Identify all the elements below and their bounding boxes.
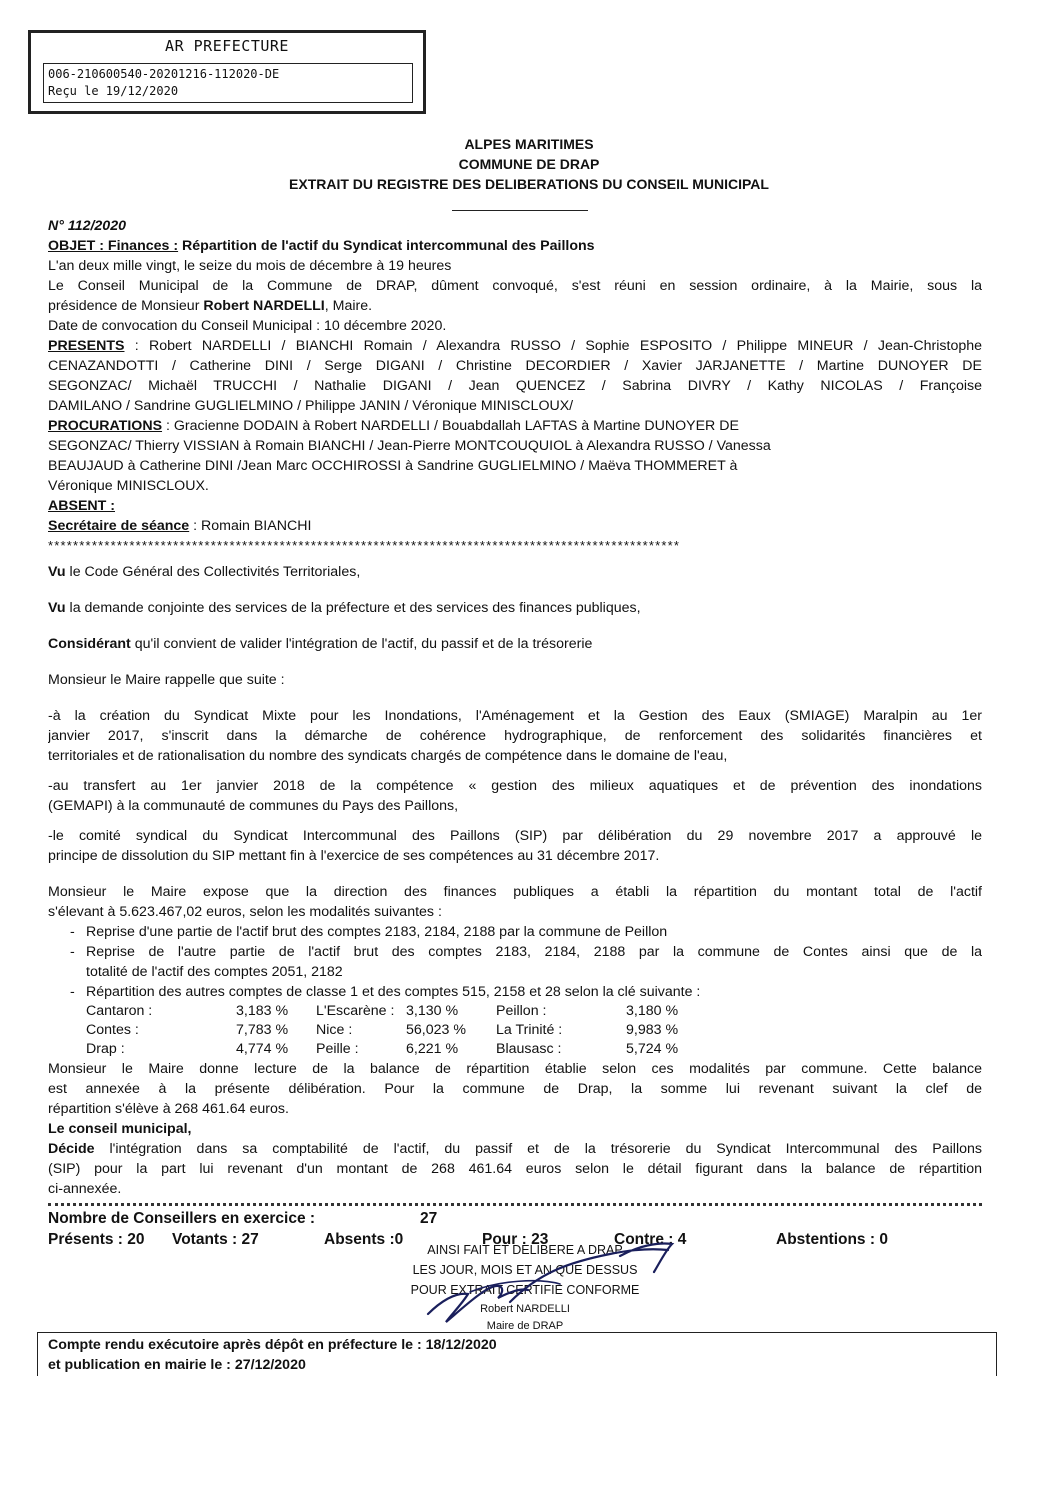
- bullet-item-2: [48, 942, 982, 982]
- bullet-text-2-line-2: totalité de l'actif des comptes 2051, 2182: [86, 964, 343, 980]
- publication-footer: [37, 1332, 997, 1376]
- lecture-line-3: répartition s'élève à 268 461.64 euros.: [48, 1101, 289, 1117]
- absent-label: ABSENT :: [48, 498, 115, 514]
- procurations-line-3: BEAUJAUD à Catherine DINI /Jean Marc OCCHIROSSI à Sandrine GUGLIELMINO / Maëva THOMMERET à: [48, 458, 738, 474]
- secretaire-label: Secrétaire de séance: [48, 518, 190, 534]
- paragraph-3-line-2: principe de dissolution du SIP mettant fin à l'exercice de ses compétences au 31 décembre 2017.: [48, 848, 660, 864]
- procurations-label: PROCURATIONS: [48, 418, 163, 434]
- stats-exercice-row: [48, 1209, 982, 1230]
- secretaire-name: : Romain BIANCHI: [189, 518, 312, 534]
- stamp-reference: 006-210600540-20201216-112020-DE: [48, 67, 280, 81]
- presents-line-3: SEGONZAC/ Michaël TRUCCHI / Nathalie DIGANI / Jean QUENCEZ / Sabrina DIVRY / Kathy NICOLAS / Françoise: [48, 378, 982, 394]
- bullet-text-1: Reprise d'une partie de l'actif brut des comptes 2183, 2184, 2188 par la commune de Peillon: [86, 924, 668, 940]
- conseil-municipal-label: Le conseil municipal,: [48, 1121, 192, 1137]
- bullet-dash: -: [70, 984, 75, 1000]
- stats-presents: Présents : 20: [48, 1231, 145, 1248]
- stamp-title: AR PREFECTURE: [165, 37, 289, 55]
- repartition-commune: Contes :: [86, 1022, 139, 1038]
- paragraph-2-line-1: -au transfert au 1er janvier 2018 de la compétence « gestion des milieux aquatiques et de prévention des inondations: [48, 778, 982, 794]
- presents-line-2: CENAZANDOTTI / Catherine DINI / Serge DIGANI / Christine DECORDIER / Xavier JARJANETTE / Martine DUNOYER DE: [48, 358, 982, 374]
- repartition-commune: Peillon :: [496, 1003, 547, 1019]
- header-title: EXTRAIT DU REGISTRE DES DELIBERATIONS DU CONSEIL MUNICIPAL: [289, 176, 769, 192]
- paragraph-1-line-1: -à la création du Syndicat Mixte pour les Inondations, l'Aménagement et la Gestion des Eaux (SMIAGE) Maralpin au 1er: [48, 708, 982, 724]
- vu-demande: [48, 598, 982, 618]
- stats-contre: Contre : 4: [614, 1231, 687, 1248]
- objet-text: Répartition de l'actif du Syndicat intercommunal des Paillons: [178, 238, 595, 254]
- handwritten-signature: [410, 1232, 680, 1332]
- vu-text-2: la demande conjointe des services de la préfecture et des services des finances publiques,: [65, 600, 641, 616]
- stamp-details: [43, 63, 413, 103]
- lecture-line-1: Monsieur le Maire donne lecture de la balance de répartition établie selon ces modalités par commune. Cette balance: [48, 1061, 982, 1077]
- repartition-pct: 9,983 %: [626, 1022, 679, 1038]
- repartition-commune: Peille :: [316, 1041, 359, 1057]
- paragraph-1-line-3: territoriales et de rationalisation du nombre des syndicats chargés de compétence dans le domaine de l'eau,: [48, 748, 728, 764]
- paragraph-2-line-2: (GEMAPI) à la communauté de communes du Pays des Paillons,: [48, 798, 459, 814]
- mayor-name: Robert NARDELLI: [203, 298, 325, 314]
- prefecture-stamp: [28, 30, 426, 114]
- vu-label-1: Vu: [48, 564, 66, 580]
- stats-abstentions: Abstentions : 0: [776, 1231, 888, 1248]
- procurations-line-4: Véronique MINISCLOUX.: [48, 478, 209, 494]
- header-divider: [452, 210, 588, 211]
- exercice-value: 27: [420, 1210, 438, 1227]
- repartition-pct: 6,221 %: [406, 1041, 459, 1057]
- paragraph-3-line-1: -le comité syndical du Syndicat Intercommunal des Paillons (SIP) par délibération du 29 novembre 2017 a approuvé le: [48, 828, 982, 844]
- bullet-text-3: Répartition des autres comptes de classe 1 et des comptes 515, 2158 et 28 selon la clé suivante :: [86, 984, 701, 1000]
- dotted-separator: [48, 1203, 982, 1206]
- considerant-text: qu'il convient de valider l'intégration de l'actif, du passif et de la trésorerie: [130, 636, 593, 652]
- presents-text-1: : Robert NARDELLI / BIANCHI Romain / Alexandra RUSSO / Sophie ESPOSITO / Philippe MINEUR / Jean-Christophe: [124, 338, 982, 354]
- bullet-dash: -: [70, 944, 75, 960]
- signature-line-3: POUR EXTRAIT CERTIFIE CONFORME: [410, 1283, 640, 1297]
- bullet-item-3: [48, 982, 982, 1002]
- expose-line-2: s'élevant à 5.623.467,02 euros, selon les modalités suivantes :: [48, 904, 442, 920]
- presents-line-4: DAMILANO / Sandrine GUGLIELMINO / Philippe JANIN / Véronique MINISCLOUX/: [48, 398, 574, 414]
- presents-line-1: [48, 336, 982, 356]
- repartition-pct: 3,180 %: [626, 1003, 679, 1019]
- stats-absents: Absents :0: [324, 1231, 404, 1248]
- vu-text-1: le Code Général des Collectivités Territoriales,: [65, 564, 361, 580]
- decide-text-1: l'intégration dans sa comptabilité de l'actif, du passif et de la trésorerie du Syndicat Intercommunal des Paillons: [94, 1141, 982, 1157]
- decide-line-3: ci-annexée.: [48, 1181, 122, 1197]
- repartition-pct: 5,724 %: [626, 1041, 679, 1057]
- procurations-text-1: : Gracienne DODAIN à Robert NARDELLI / Bouabdallah LAFTAS à Martine DUNOYER DE: [162, 418, 739, 434]
- decide-label: Décide: [48, 1141, 95, 1157]
- bullet-item-1: [48, 922, 982, 942]
- bullet-dash: -: [70, 924, 75, 940]
- mayor-title: , Maire.: [324, 298, 373, 314]
- decide-line-1: [48, 1139, 982, 1159]
- repartition-pct: 3,130 %: [406, 1003, 459, 1019]
- repartition-commune: Nice :: [316, 1022, 353, 1038]
- considerant: [48, 634, 982, 654]
- signature-line-1: AINSI FAIT ET DELIBERE A DRAP: [427, 1243, 623, 1257]
- rappel-line: Monsieur le Maire rappelle que suite :: [48, 672, 285, 688]
- lecture-line-2: est annexée à la présente délibération. Pour la commune de Drap, la somme lui revenant suivant la clef de: [48, 1081, 982, 1097]
- repartition-pct: 3,183 %: [236, 1003, 289, 1019]
- expose-line-1: Monsieur le Maire expose que la direction des finances publiques a établi la répartition du montant total de l'actif: [48, 884, 982, 900]
- bullet-text-2-line-1: Reprise de l'autre partie de l'actif brut des comptes 2183, 2184, 2188 par la commune de Contes ainsi que de la: [86, 944, 982, 960]
- paragraph-1-line-2: janvier 2017, s'inscrit dans la démarche de cohérence hydrographique, de renforcement des solidarités financières et: [48, 728, 982, 744]
- footer-publication: et publication en mairie le : 27/12/2020: [48, 1357, 306, 1373]
- convocation-date: Date de convocation du Conseil Municipal : 10 décembre 2020.: [48, 318, 447, 334]
- repartition-commune: L'Escarène :: [316, 1003, 395, 1019]
- presents-label: PRESENTS: [48, 338, 125, 354]
- stats-votants: Votants : 27: [172, 1231, 259, 1248]
- date-line: L'an deux mille vingt, le seize du mois de décembre à 19 heures: [48, 258, 452, 274]
- repartition-pct: 7,783 %: [236, 1022, 289, 1038]
- repartition-pct: 4,774 %: [236, 1041, 289, 1057]
- council-line-2: [48, 296, 982, 316]
- council-line-1: Le Conseil Municipal de la Commune de DRAP, dûment convoqué, s'est réuni en session ordinaire, à la Mairie, sous la: [48, 278, 982, 294]
- deliberation-body: [48, 216, 982, 1251]
- document-header: [0, 134, 1058, 194]
- exercice-label: Nombre de Conseillers en exercice :: [48, 1210, 316, 1227]
- header-department: ALPES MARITIMES: [464, 136, 594, 152]
- objet-label: OBJET : Finances :: [48, 238, 179, 254]
- signature-name: Robert NARDELLI: [480, 1303, 570, 1315]
- repartition-commune: Drap :: [86, 1041, 125, 1057]
- vu-code: [48, 562, 982, 582]
- vu-label-2: Vu: [48, 600, 66, 616]
- repartition-commune: Blausasc :: [496, 1041, 562, 1057]
- procurations-line-2: SEGONZAC/ Thierry VISSIAN à Romain BIANCHI / Jean-Pierre MONTCOUQUIOL à Alexandra RUSSO / Vanessa: [48, 438, 771, 454]
- separator-stars: *****************************************************************************************************: [48, 538, 681, 553]
- signature-line-2: LES JOUR, MOIS ET AN QUE DESSUS: [412, 1263, 638, 1277]
- council-presidence: présidence de Monsieur: [48, 298, 204, 314]
- deliberation-number: N° 112/2020: [48, 218, 126, 234]
- objet-line: [48, 236, 982, 256]
- header-commune: COMMUNE DE DRAP: [458, 156, 600, 172]
- repartition-commune: Cantaron :: [86, 1003, 153, 1019]
- repartition-pct: 56,023 %: [406, 1022, 466, 1038]
- procurations-line-1: [48, 416, 982, 436]
- repartition-commune: La Trinité :: [496, 1022, 563, 1038]
- stamp-received-date: Reçu le 19/12/2020: [48, 84, 179, 98]
- decide-line-2: (SIP) pour la part lui revenant d'un montant de 268 461.64 euros selon le détail figurant dans la balance de répartition: [48, 1161, 982, 1177]
- signature-title: Maire de DRAP: [486, 1320, 564, 1332]
- secretaire-line: [48, 516, 982, 536]
- footer-depot: Compte rendu exécutoire après dépôt en préfecture le : 18/12/2020: [48, 1337, 497, 1353]
- repartition-table: [86, 1002, 982, 1059]
- considerant-label: Considérant: [48, 636, 131, 652]
- stats-pour: Pour : 23: [482, 1231, 549, 1248]
